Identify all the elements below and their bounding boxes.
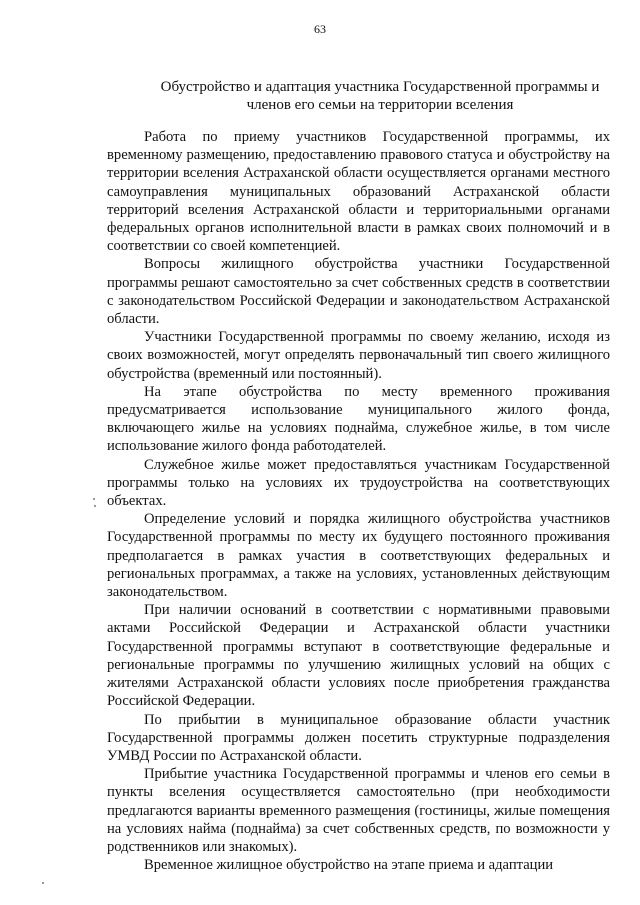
- section-title: Обустройство и адаптация участника Государственной программы и членов его семьи на территории вселения: [160, 79, 600, 113]
- paragraph-permanent-conditions: Определение условий и порядка жилищного обустройства участников Государственной программы по месту их будущего постоянного проживания предполагается в рамках участия в соответствующих федеральных и региональных программах, а также на условиях, установленных действующим законодательством.: [107, 511, 610, 601]
- paragraph-reception-work: Работа по приему участников Государственной программы, их временному размещению, предоставлению правового статуса и обустройству на территории вселения Астраханской области осуществляется органами местного самоуправления муниципальных образований Астраханской области территорий вселения Астраханской области и территориальными органами федеральных органов исполнительной власти в рамках своих полномочий и в соответствии со своей компетенцией.: [107, 129, 610, 255]
- paragraph-housing-programs: При наличии оснований в соответствии с нормативными правовыми актами Российской Федерации и Астраханской области участники Государственной программы вступают в соответствующие федеральные и региональные программы по улучшению жилищных условий на общих с жителями Астраханской области условиях после приобретения гражданства Российской Федерации.: [107, 602, 610, 710]
- scan-speck: [94, 505, 96, 507]
- body-text: [107, 128, 610, 874]
- page-number: 63: [314, 22, 326, 36]
- paragraph-arrival-settlement: Прибытие участника Государственной программы и членов его семьи в пункты вселения осуществляется самостоятельно (при необходимости предлагаются варианты временного размещения (гостиницы, жилые помещения на условиях найма (поднайма) за счет собственных средств, по возможности у родственников или знакомых).: [107, 766, 610, 855]
- paragraph-arrival-registration: По прибытии в муниципальное образование области участник Государственной программы должен посетить структурные подразделения УМВД России по Астраханской области.: [107, 711, 610, 764]
- paragraph-service-housing: Служебное жилье может предоставляться участникам Государственной программы только на условиях их трудоустройства на соответствующих объектах.: [107, 456, 610, 510]
- scan-speck: [93, 498, 95, 500]
- paragraph-housing-type: Участники Государственной программы по своему желанию, исходя из своих возможностей, могут определять первоначальный тип своего жилищного обустройства (временный или постоянный).: [107, 329, 610, 382]
- scan-speck: [42, 882, 44, 884]
- paragraph-housing-issues: Вопросы жилищного обустройства участники Государственной программы решают самостоятельно за счет собственных средств в соответствии с законодательством Российской Федерации и законодательством Астраханской области.: [107, 256, 610, 328]
- paragraph-temporary-housing: Временное жилищное обустройство на этапе приема и адаптации: [144, 857, 554, 874]
- paragraph-temporary-stage: На этапе обустройства по месту временного проживания предусматривается использование муниципального жилого фонда, включающего жилье на условиях поднайма, служебное жилье, в том числе использование жилого фонда работодателей.: [107, 383, 610, 455]
